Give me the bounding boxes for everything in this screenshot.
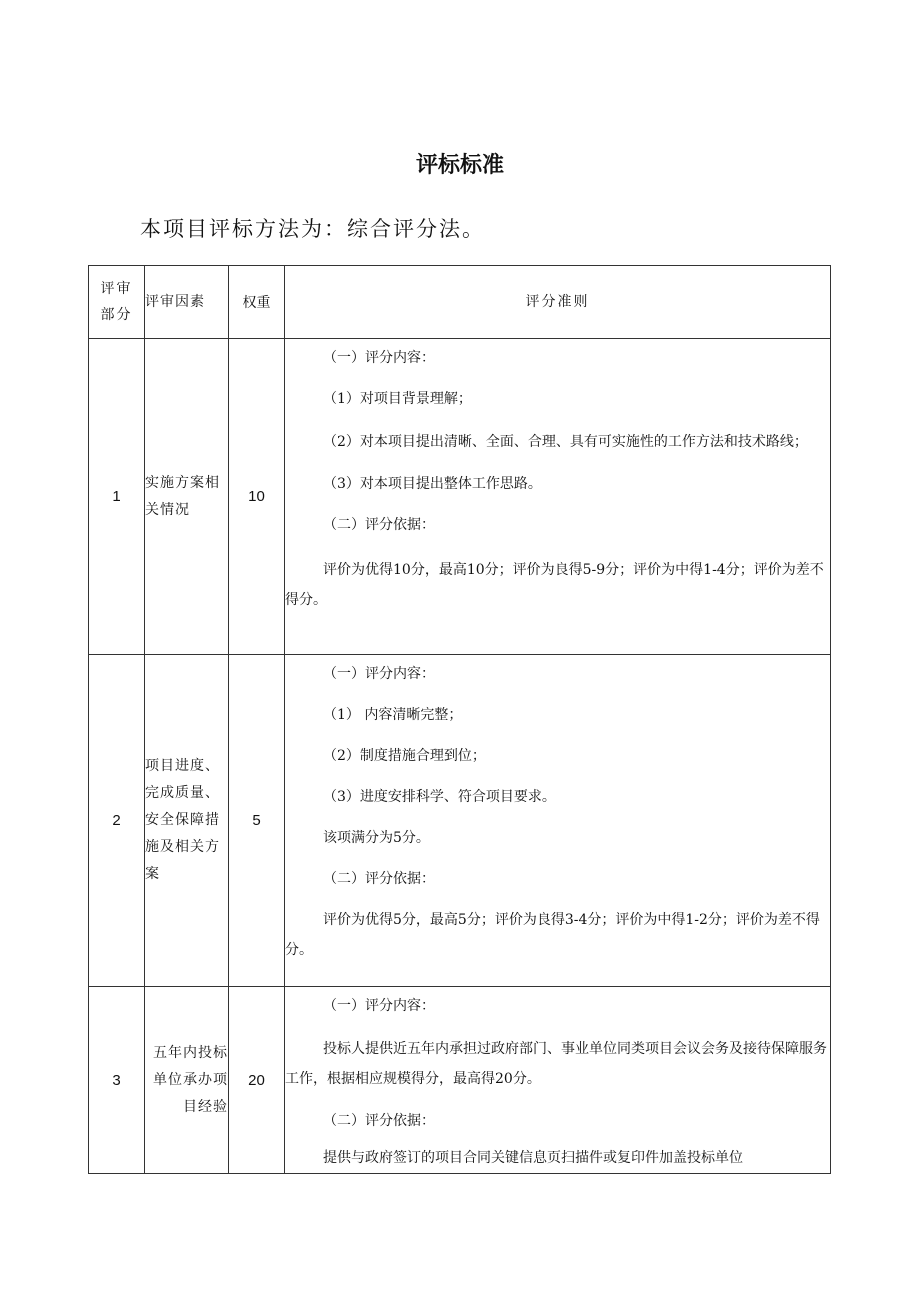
row-part: 3	[89, 987, 145, 1174]
criteria-line: （二）评分依据：	[323, 517, 435, 533]
header-weight: 权重	[229, 266, 285, 339]
table-row	[89, 655, 831, 987]
criteria-line: （1） 内容清晰完整；	[323, 707, 463, 723]
criteria-line: 评价为优得5分，最高5分；评价为良得3-4分；评价为中得1-2分；评价为差不得分。	[285, 912, 820, 958]
row-weight: 10	[229, 339, 285, 655]
criteria-line: （一）评分内容：	[323, 666, 435, 682]
row-weight: 5	[229, 655, 285, 987]
evaluation-method-intro: 本项目评标方法为：综合评分法。	[140, 217, 485, 241]
header-part: 评审部分	[89, 266, 145, 339]
table-header-row	[89, 266, 831, 339]
row-factor: 五年内投标单位承办项目经验	[145, 987, 229, 1174]
row-criteria	[285, 339, 831, 655]
criteria-line: （1）对项目背景理解；	[323, 391, 472, 407]
criteria-line: （一）评分内容：	[323, 998, 435, 1014]
header-criteria: 评分准则	[285, 266, 831, 339]
row-factor: 实施方案相关情况	[145, 339, 229, 655]
criteria-line: 投标人提供近五年内承担过政府部门、事业单位同类项目会议会务及接待保障服务工作，根据相应规模得分，最高得20分。	[285, 1041, 827, 1087]
row-part: 2	[89, 655, 145, 987]
criteria-line: 提供与政府签订的项目合同关键信息页扫描件或复印件加盖投标单位	[323, 1150, 743, 1166]
criteria-line: （2）对本项目提出清晰、全面、合理、具有可实施性的工作方法和技术路线；	[323, 434, 808, 450]
criteria-line: （2）制度措施合理到位；	[323, 748, 486, 764]
row-criteria	[285, 987, 831, 1174]
header-factor: 评审因素	[145, 266, 229, 339]
criteria-line: （二）评分依据：	[323, 871, 435, 887]
criteria-line: （二）评分依据：	[323, 1113, 435, 1129]
table-row	[89, 339, 831, 655]
table-row	[89, 987, 831, 1174]
page-title: 评标标准	[415, 153, 504, 178]
criteria-line: 该项满分为5分。	[323, 830, 430, 846]
criteria-line: （一）评分内容：	[323, 350, 435, 366]
row-criteria	[285, 655, 831, 987]
row-part: 1	[89, 339, 145, 655]
row-weight: 20	[229, 987, 285, 1174]
row-factor: 项目进度、完成质量、安全保障措施及相关方案	[145, 655, 229, 987]
criteria-line: 评价为优得10分，最高10分；评价为良得5-9分；评价为中得1-4分；评价为差不得分。	[285, 562, 824, 608]
scoring-table	[88, 265, 831, 1174]
criteria-line: （3）进度安排科学、符合项目要求。	[323, 789, 556, 805]
criteria-line: （3）对本项目提出整体工作思路。	[323, 476, 542, 492]
